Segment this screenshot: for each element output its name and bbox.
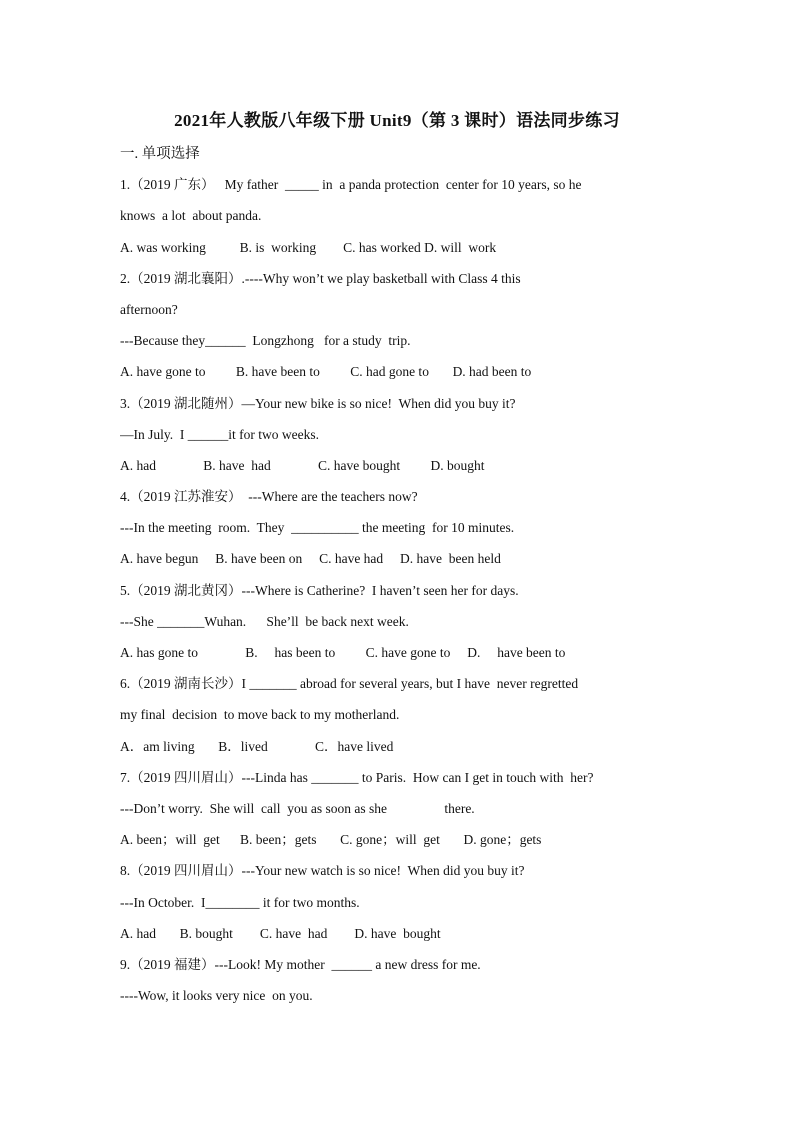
question-line: 4.（2019 江苏淮安） ---Where are the teachers now?	[120, 489, 418, 505]
question-line: afternoon?	[120, 301, 178, 317]
question-line: knows a lot about panda.	[120, 208, 262, 224]
question-line: ----Wow, it looks very nice on you.	[120, 988, 313, 1004]
options-line: A. has gone to B. has been to C. have gone to D. have been to	[120, 645, 566, 660]
question-line: 3.（2019 湖北随州）—Your new bike is so nice! When did you buy it?	[120, 395, 516, 411]
question-line: 9.（2019 福建）---Look! My mother ______ a new dress for me.	[120, 956, 481, 972]
question-line: ---Don’t worry. She will call you as soon as she there.	[120, 800, 475, 816]
question-line: 7.（2019 四川眉山）---Linda has _______ to Paris. How can I get in touch with her?	[120, 769, 594, 785]
question-line: —In July. I ______it for two weeks.	[120, 426, 319, 442]
options-line: A. have begun B. have been on C. have had D. have been held	[120, 551, 501, 567]
question-line: 8.（2019 四川眉山）---Your new watch is so nice! When did you buy it?	[120, 863, 525, 879]
options-line: A. had B. have had C. have bought D. bought	[120, 457, 485, 473]
options-line: A. was working B. is working C. has worked D. will work	[120, 239, 497, 255]
options-line: A．am living B．lived C．have lived	[120, 738, 394, 754]
options-line: A. have gone to B. have been to C. had gone to D. had been to	[120, 364, 532, 380]
question-line: my final decision to move back to my motherland.	[120, 707, 400, 723]
document-body	[120, 143, 680, 1016]
question-line: ---She _______Wuhan. She’ll be back next week.	[120, 613, 409, 629]
question-line: 6.（2019 湖南长沙）I _______ abroad for several years, but I have never regretted	[120, 676, 579, 692]
section-heading: 一. 单项选择	[120, 146, 200, 162]
question-line: 1.（2019 广东） My father _____ in a panda protection center for 10 years, so he	[120, 177, 582, 193]
question-line: 2.（2019 湖北襄阳）.----Why won’t we play basketball with Class 4 this	[120, 270, 521, 286]
question-line: ---Because they______ Longzhong for a study trip.	[120, 333, 411, 349]
question-line: ---In October. I________ it for two months.	[120, 894, 360, 910]
question-line: 5.（2019 湖北黄冈）---Where is Catherine? I haven’t seen her for days.	[120, 582, 519, 598]
document-title: 2021年人教版八年级下册 Unit9（第 3 课时）语法同步练习	[174, 111, 620, 130]
question-line: ---In the meeting room. They __________ the meeting for 10 minutes.	[120, 520, 515, 536]
options-line: A. had B. bought C. have had D. have bought	[120, 925, 441, 941]
options-line: A. been；will get B. been；gets C. gone；will get D. gone；gets	[120, 832, 542, 848]
